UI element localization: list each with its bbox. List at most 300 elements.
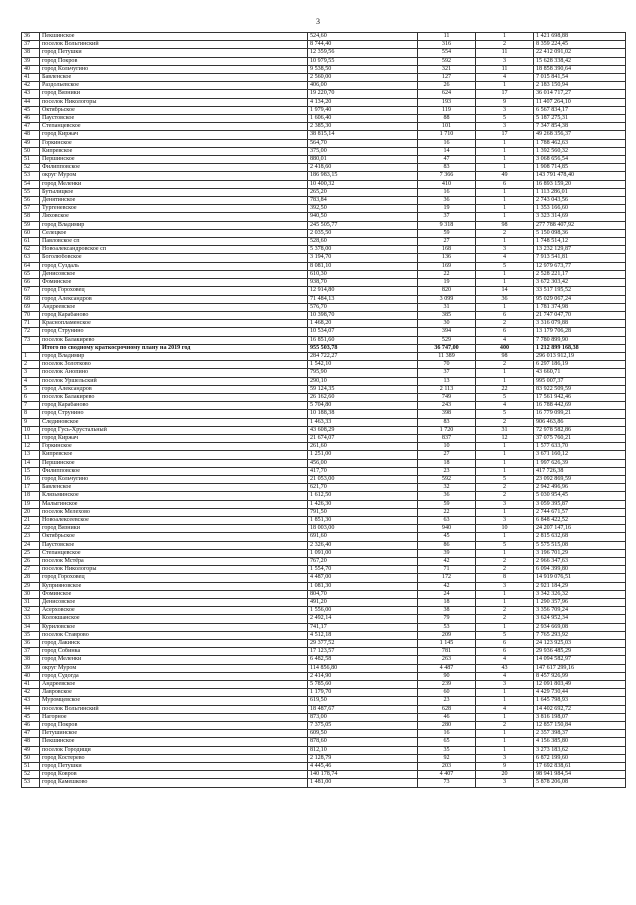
- row-number-cell: 52: [22, 164, 40, 172]
- row-number-cell: 14: [22, 459, 40, 467]
- total-area-cell: 812,10: [308, 746, 418, 754]
- municipality-name-cell: Бутылицкое: [40, 188, 308, 196]
- residents-count-cell: 203: [418, 763, 476, 771]
- residents-count-cell: 24: [418, 590, 476, 598]
- buildings-count-cell: 1: [476, 508, 534, 516]
- total-area-cell: 186 983,15: [308, 172, 418, 180]
- municipality-name-cell: Асерховское: [40, 607, 308, 615]
- table-row: [22, 197, 626, 205]
- buildings-count-cell: 1: [476, 459, 534, 467]
- row-number-cell: 29: [22, 582, 40, 590]
- total-area-cell: 261,60: [308, 443, 418, 451]
- repair-cost-cell: 37 075 760,21: [534, 434, 626, 442]
- row-number-cell: 42: [22, 689, 40, 697]
- residents-count-cell: 32: [418, 484, 476, 492]
- residents-count-cell: 554: [418, 49, 476, 57]
- table-row: [22, 49, 626, 57]
- municipality-name-cell: Денисовское: [40, 599, 308, 607]
- buildings-count-cell: 2: [476, 558, 534, 566]
- buildings-count-cell: 31: [476, 426, 534, 434]
- total-area-cell: 114 856,80: [308, 664, 418, 672]
- buildings-count-cell: 3: [476, 123, 534, 131]
- municipality-name-cell: Малыгинское: [40, 500, 308, 508]
- table-row: [22, 623, 626, 631]
- repair-cost-cell: 2 743 043,56: [534, 197, 626, 205]
- municipality-name-cell: поселок Уршельский: [40, 377, 308, 385]
- total-area-cell: 1 554,70: [308, 566, 418, 574]
- buildings-count-cell: 17: [476, 131, 534, 139]
- residents-count-cell: 239: [418, 681, 476, 689]
- municipality-name-cell: Степанцевское: [40, 123, 308, 131]
- buildings-count-cell: 1: [476, 82, 534, 90]
- total-area-cell: 456,00: [308, 459, 418, 467]
- row-number-cell: 50: [22, 754, 40, 762]
- municipality-name-cell: округ Муром: [40, 664, 308, 672]
- table-row: [22, 320, 626, 328]
- repair-cost-cell: 17 561 942,46: [534, 393, 626, 401]
- total-area-cell: 1 251,00: [308, 451, 418, 459]
- table-row: [22, 574, 626, 582]
- table-row: [22, 123, 626, 131]
- municipality-name-cell: Петушинское: [40, 730, 308, 738]
- residents-count-cell: 63: [418, 516, 476, 524]
- row-number-cell: 49: [22, 746, 40, 754]
- buildings-count-cell: 3: [476, 516, 534, 524]
- table-row: [22, 640, 626, 648]
- table-row: [22, 681, 626, 689]
- table-row: [22, 443, 626, 451]
- residents-count-cell: 19: [418, 205, 476, 213]
- buildings-count-cell: 1: [476, 33, 534, 41]
- repair-cost-cell: 12 979 673,77: [534, 262, 626, 270]
- municipality-name-cell: город Меленки: [40, 656, 308, 664]
- buildings-count-cell: 2: [476, 607, 534, 615]
- row-number-cell: 18: [22, 492, 40, 500]
- table-row: [22, 172, 626, 180]
- residents-count-cell: 837: [418, 434, 476, 442]
- row-number-cell: 35: [22, 631, 40, 639]
- total-area-cell: 10 979,55: [308, 57, 418, 65]
- repair-cost-cell: 33 517 195,52: [534, 287, 626, 295]
- repair-cost-cell: 3 816 198,07: [534, 713, 626, 721]
- total-area-cell: 804,70: [308, 590, 418, 598]
- municipality-name-cell: поселок Ставрово: [40, 631, 308, 639]
- residents-count-cell: 1 145: [418, 640, 476, 648]
- row-number-cell: 33: [22, 615, 40, 623]
- table-row: [22, 582, 626, 590]
- table-row: [22, 238, 626, 246]
- municipality-name-cell: Муромцевское: [40, 697, 308, 705]
- residents-count-cell: 9 318: [418, 221, 476, 229]
- residents-count-cell: 321: [418, 65, 476, 73]
- total-area-cell: 2 385,30: [308, 123, 418, 131]
- table-row: [22, 33, 626, 41]
- row-number-cell: 47: [22, 123, 40, 131]
- repair-cost-cell: 417 726,38: [534, 467, 626, 475]
- total-area-cell: 18 003,00: [308, 525, 418, 533]
- total-area-cell: 791,50: [308, 508, 418, 516]
- table-row: [22, 516, 626, 524]
- table-row: [22, 525, 626, 533]
- repair-cost-cell: 4 429 730,44: [534, 689, 626, 697]
- residents-count-cell: 19: [418, 279, 476, 287]
- buildings-count-cell: 6: [476, 311, 534, 319]
- total-area-cell: 783,84: [308, 197, 418, 205]
- table-row: [22, 713, 626, 721]
- municipality-name-cell: город Струнино: [40, 328, 308, 336]
- page-number: 3: [316, 17, 320, 26]
- buildings-count-cell: 1: [476, 533, 534, 541]
- municipality-name-cell: город Суздаль: [40, 262, 308, 270]
- table-row: [22, 705, 626, 713]
- table-row: [22, 41, 626, 49]
- row-number-cell: 31: [22, 599, 40, 607]
- table-row: [22, 500, 626, 508]
- row-number-cell: 43: [22, 90, 40, 98]
- table-row: [22, 156, 626, 164]
- buildings-count-cell: 5: [476, 410, 534, 418]
- repair-cost-cell: 1 421 698,88: [534, 33, 626, 41]
- table-row: [22, 131, 626, 139]
- buildings-count-cell: 11: [476, 49, 534, 57]
- row-number-cell: 20: [22, 508, 40, 516]
- repair-cost-cell: 7 015 841,54: [534, 74, 626, 82]
- table-row: [22, 722, 626, 730]
- municipality-name-cell: Колокшанское: [40, 615, 308, 623]
- municipality-name-cell: город Костерево: [40, 754, 308, 762]
- total-area-cell: 19 220,70: [308, 90, 418, 98]
- row-number-cell: 73: [22, 336, 40, 344]
- total-area-cell: 8 744,40: [308, 41, 418, 49]
- table-row: [22, 475, 626, 483]
- buildings-count-cell: 4: [476, 254, 534, 262]
- table-row: [22, 352, 626, 360]
- buildings-count-cell: 5: [476, 631, 534, 639]
- row-number-cell: 54: [22, 180, 40, 188]
- residents-count-cell: 168: [418, 246, 476, 254]
- municipality-name-cell: Селецкое: [40, 229, 308, 237]
- table-row: [22, 697, 626, 705]
- row-number-cell: 36: [22, 33, 40, 41]
- municipality-name-cell: город Судогда: [40, 672, 308, 680]
- municipality-name-cell: город Александров: [40, 385, 308, 393]
- repair-cost-cell: 16 788 442,69: [534, 402, 626, 410]
- row-number-cell: 36: [22, 640, 40, 648]
- table-row: [22, 648, 626, 656]
- table-row: [22, 369, 626, 377]
- table-row: [22, 393, 626, 401]
- repair-cost-cell: 3 273 183,62: [534, 746, 626, 754]
- repair-cost-cell: 1 392 560,32: [534, 147, 626, 155]
- row-number-cell: 52: [22, 771, 40, 779]
- total-area-cell: 140 178,74: [308, 771, 418, 779]
- buildings-count-cell: 2: [476, 320, 534, 328]
- residents-count-cell: 92: [418, 754, 476, 762]
- municipality-name-cell: город Петушки: [40, 49, 308, 57]
- table-row: [22, 115, 626, 123]
- row-number-cell: 44: [22, 98, 40, 106]
- repair-cost-cell: 7 913 541,81: [534, 254, 626, 262]
- buildings-count-cell: 2: [476, 418, 534, 426]
- municipality-name-cell: Новоалександровское сп: [40, 246, 308, 254]
- residents-count-cell: 42: [418, 582, 476, 590]
- total-area-cell: 4 487,00: [308, 574, 418, 582]
- total-area-cell: 2 560,00: [308, 74, 418, 82]
- total-area-cell: 955 503,78: [308, 344, 418, 352]
- repair-cost-cell: 906 463,86: [534, 418, 626, 426]
- repair-cost-cell: 6 872 199,60: [534, 754, 626, 762]
- table-row: [22, 188, 626, 196]
- municipality-name-cell: округ Муром: [40, 172, 308, 180]
- table-row: [22, 164, 626, 172]
- total-area-cell: 59 124,35: [308, 385, 418, 393]
- buildings-count-cell: 3: [476, 106, 534, 114]
- table-row: [22, 295, 626, 303]
- row-number-cell: 12: [22, 443, 40, 451]
- total-area-cell: 940,50: [308, 213, 418, 221]
- buildings-count-cell: 3: [476, 754, 534, 762]
- total-area-cell: 18 487,67: [308, 705, 418, 713]
- total-area-cell: 12 359,56: [308, 49, 418, 57]
- municipality-name-cell: Пекшинское: [40, 738, 308, 746]
- total-area-cell: 10 400,32: [308, 180, 418, 188]
- table-row: [22, 279, 626, 287]
- housing-repair-plan-table: [21, 32, 626, 788]
- row-number-cell: 7: [22, 402, 40, 410]
- residents-count-cell: 169: [418, 262, 476, 270]
- total-area-cell: 10 188,38: [308, 410, 418, 418]
- row-number-cell: 39: [22, 57, 40, 65]
- residents-count-cell: 22: [418, 270, 476, 278]
- repair-cost-cell: 14 402 692,72: [534, 705, 626, 713]
- total-area-cell: 4 134,20: [308, 98, 418, 106]
- row-number-cell: 48: [22, 131, 40, 139]
- residents-count-cell: 193: [418, 98, 476, 106]
- residents-count-cell: 39: [418, 549, 476, 557]
- table-row: [22, 754, 626, 762]
- buildings-count-cell: 1: [476, 730, 534, 738]
- municipality-name-cell: Денисовское: [40, 270, 308, 278]
- total-area-cell: 417,70: [308, 467, 418, 475]
- municipality-name-cell: Горкинское: [40, 443, 308, 451]
- residents-count-cell: 79: [418, 615, 476, 623]
- residents-count-cell: 22: [418, 508, 476, 516]
- repair-cost-cell: 7 765 293,92: [534, 631, 626, 639]
- table-row: [22, 615, 626, 623]
- municipality-name-cell: город Владимир: [40, 352, 308, 360]
- row-number-cell: 40: [22, 672, 40, 680]
- residents-count-cell: 30: [418, 320, 476, 328]
- buildings-count-cell: 22: [476, 385, 534, 393]
- buildings-count-cell: 5: [476, 262, 534, 270]
- total-area-cell: 406,00: [308, 82, 418, 90]
- repair-cost-cell: 1 577 633,70: [534, 443, 626, 451]
- table-row: [22, 672, 626, 680]
- buildings-count-cell: 3: [476, 500, 534, 508]
- municipality-name-cell: поселок Вольгинский: [40, 41, 308, 49]
- total-area-cell: 2 414,90: [308, 672, 418, 680]
- table-row: [22, 607, 626, 615]
- row-number-cell: 53: [22, 779, 40, 787]
- repair-cost-cell: 95 029 067,24: [534, 295, 626, 303]
- total-area-cell: 10 534,07: [308, 328, 418, 336]
- repair-cost-cell: 13 179 706,28: [534, 328, 626, 336]
- residents-count-cell: 7 366: [418, 172, 476, 180]
- buildings-count-cell: 1: [476, 188, 534, 196]
- table-row: [22, 484, 626, 492]
- buildings-count-cell: 400: [476, 344, 534, 352]
- residents-count-cell: 36: [418, 492, 476, 500]
- total-area-cell: 1 091,00: [308, 549, 418, 557]
- row-number-cell: 44: [22, 705, 40, 713]
- buildings-count-cell: 5: [476, 475, 534, 483]
- table-row: [22, 90, 626, 98]
- buildings-count-cell: 1: [476, 746, 534, 754]
- municipality-name-cell: город Киржач: [40, 434, 308, 442]
- row-number-cell: 22: [22, 525, 40, 533]
- municipality-name-cell: Степанцевское: [40, 549, 308, 557]
- municipality-name-cell: Куприяновское: [40, 582, 308, 590]
- repair-cost-cell: 12 857 150,84: [534, 722, 626, 730]
- municipality-name-cell: Бавленское: [40, 484, 308, 492]
- repair-cost-cell: 8 457 926,99: [534, 672, 626, 680]
- repair-cost-cell: 49 268 356,37: [534, 131, 626, 139]
- total-area-cell: 16 851,60: [308, 336, 418, 344]
- table-row: [22, 180, 626, 188]
- repair-cost-cell: 3 356 709,24: [534, 607, 626, 615]
- repair-cost-cell: 3 068 656,54: [534, 156, 626, 164]
- buildings-count-cell: 6: [476, 648, 534, 656]
- buildings-count-cell: 4: [476, 705, 534, 713]
- residents-count-cell: 37: [418, 369, 476, 377]
- municipality-name-cell: город Вязники: [40, 90, 308, 98]
- buildings-count-cell: 2: [476, 615, 534, 623]
- municipality-name-cell: город Карабаново: [40, 311, 308, 319]
- buildings-count-cell: 1: [476, 156, 534, 164]
- buildings-count-cell: 1: [476, 713, 534, 721]
- row-number-cell: 2: [22, 361, 40, 369]
- municipality-name-cell: город Камешково: [40, 779, 308, 787]
- repair-cost-cell: 1 788 462,63: [534, 139, 626, 147]
- repair-cost-cell: 22 412 091,02: [534, 49, 626, 57]
- repair-cost-cell: 995 007,37: [534, 377, 626, 385]
- residents-count-cell: 38: [418, 607, 476, 615]
- repair-cost-cell: 6 848 422,52: [534, 516, 626, 524]
- row-number-cell: 65: [22, 270, 40, 278]
- total-area-cell: 21 053,00: [308, 475, 418, 483]
- repair-cost-cell: 1 113 286,01: [534, 188, 626, 196]
- municipality-name-cell: город Меленки: [40, 180, 308, 188]
- total-area-cell: 1 463,33: [308, 418, 418, 426]
- row-number-cell: 38: [22, 49, 40, 57]
- buildings-count-cell: 4: [476, 672, 534, 680]
- table-row: [22, 402, 626, 410]
- residents-count-cell: 88: [418, 115, 476, 123]
- buildings-count-cell: 36: [476, 295, 534, 303]
- row-number-cell: 26: [22, 558, 40, 566]
- municipality-name-cell: город Кольчугино: [40, 65, 308, 73]
- row-number-cell: 49: [22, 139, 40, 147]
- residents-count-cell: 71: [418, 566, 476, 574]
- row-number-cell: 56: [22, 197, 40, 205]
- residents-count-cell: 3 099: [418, 295, 476, 303]
- municipality-name-cell: Першинское: [40, 459, 308, 467]
- table-row: [22, 533, 626, 541]
- total-area-cell: 2 128,79: [308, 754, 418, 762]
- table-row: [22, 336, 626, 344]
- municipality-name-cell: город Собинка: [40, 648, 308, 656]
- buildings-count-cell: 1: [476, 303, 534, 311]
- residents-count-cell: 820: [418, 287, 476, 295]
- repair-cost-cell: 277 788 407,92: [534, 221, 626, 229]
- buildings-count-cell: 2: [476, 229, 534, 237]
- buildings-count-cell: 6: [476, 180, 534, 188]
- row-number-cell: [22, 344, 40, 352]
- repair-cost-cell: 1 997 626,39: [534, 459, 626, 467]
- total-area-cell: 71 484,13: [308, 295, 418, 303]
- buildings-count-cell: 5: [476, 393, 534, 401]
- repair-cost-cell: 14 094 582,97: [534, 656, 626, 664]
- repair-cost-cell: 143 791 478,40: [534, 172, 626, 180]
- row-number-cell: 41: [22, 681, 40, 689]
- total-area-cell: 1 979,40: [308, 106, 418, 114]
- table-row: [22, 221, 626, 229]
- table-row: [22, 139, 626, 147]
- total-area-cell: 5 785,60: [308, 681, 418, 689]
- table-row: [22, 746, 626, 754]
- residents-count-cell: 243: [418, 402, 476, 410]
- total-area-cell: 1 556,00: [308, 607, 418, 615]
- residents-count-cell: 394: [418, 328, 476, 336]
- residents-count-cell: 73: [418, 779, 476, 787]
- buildings-count-cell: 1: [476, 467, 534, 475]
- row-number-cell: 37: [22, 41, 40, 49]
- municipality-name-cell: город Покров: [40, 722, 308, 730]
- repair-cost-cell: 1 353 166,60: [534, 205, 626, 213]
- table-row: [22, 566, 626, 574]
- row-number-cell: 46: [22, 722, 40, 730]
- total-area-cell: 245 505,77: [308, 221, 418, 229]
- residents-count-cell: 86: [418, 541, 476, 549]
- municipality-name-cell: Октябрьское: [40, 533, 308, 541]
- row-number-cell: 41: [22, 74, 40, 82]
- municipality-name-cell: Першинское: [40, 156, 308, 164]
- total-area-cell: 4 445,46: [308, 763, 418, 771]
- total-area-cell: 290,10: [308, 377, 418, 385]
- residents-count-cell: 59: [418, 229, 476, 237]
- municipality-name-cell: Кипревское: [40, 451, 308, 459]
- total-area-cell: 564,70: [308, 139, 418, 147]
- table-row: [22, 779, 626, 787]
- table-row: [22, 508, 626, 516]
- total-row: [22, 344, 626, 352]
- buildings-count-cell: 2: [476, 361, 534, 369]
- repair-cost-cell: 2 744 671,57: [534, 508, 626, 516]
- municipality-name-cell: город Струнино: [40, 410, 308, 418]
- residents-count-cell: 2 113: [418, 385, 476, 393]
- buildings-count-cell: 9: [476, 98, 534, 106]
- row-number-cell: 34: [22, 623, 40, 631]
- buildings-count-cell: 1: [476, 147, 534, 155]
- repair-cost-cell: 6 297 186,19: [534, 361, 626, 369]
- total-area-cell: 392,50: [308, 205, 418, 213]
- residents-count-cell: 10: [418, 443, 476, 451]
- table-row: [22, 377, 626, 385]
- buildings-count-cell: 2: [476, 722, 534, 730]
- residents-count-cell: 624: [418, 90, 476, 98]
- repair-cost-cell: 7 780 899,90: [534, 336, 626, 344]
- repair-cost-cell: 3 672 303,42: [534, 279, 626, 287]
